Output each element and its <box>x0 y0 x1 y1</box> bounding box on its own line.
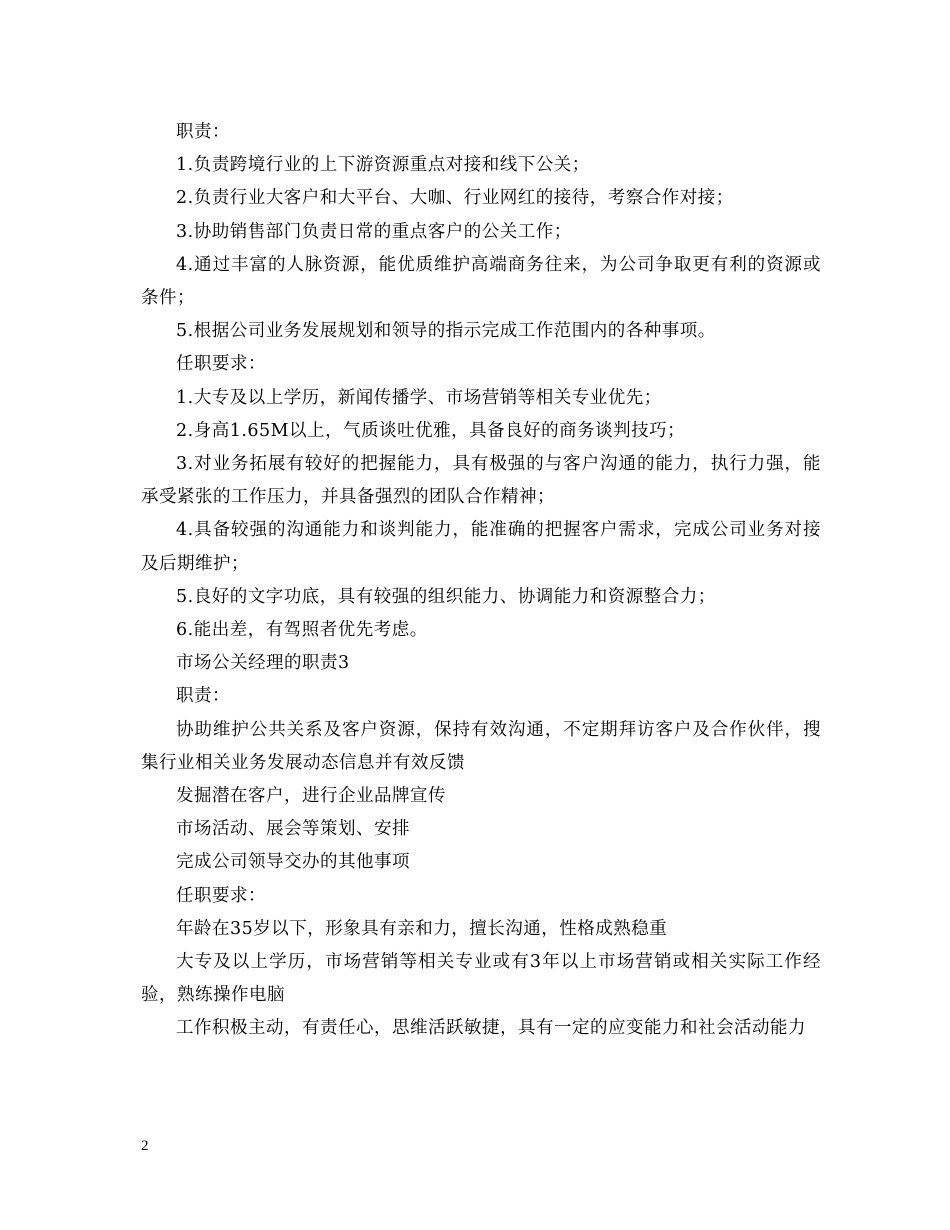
paragraph: 发掘潜在客户，进行企业品牌宣传 <box>176 786 446 807</box>
paragraph: 大专及以上学历，市场营销等相关专业或有3年以上市场营销或相关实际工作经验，熟练操作电脑 <box>141 952 821 1006</box>
paragraph: 工作积极主动，有责任心，思维活跃敏捷，具有一定的应变能力和社会活动能力 <box>176 1018 806 1039</box>
paragraph: 5.良好的文字功底，具有较强的组织能力、协调能力和资源整合力； <box>176 586 716 607</box>
paragraph: 年龄在35岁以下，形象具有亲和力，擅长沟通，性格成熟稳重 <box>176 918 668 939</box>
section-heading: 任职要求： <box>176 885 266 906</box>
paragraph: 协助维护公共关系及客户资源，保持有效沟通，不定期拜访客户及合作伙伴，搜集行业相关业务发展动态信息并有效反馈 <box>141 719 821 773</box>
section-title: 市场公关经理的职责3 <box>176 653 350 674</box>
paragraph: 1.大专及以上学历，新闻传播学、市场营销等相关专业优先； <box>176 387 662 408</box>
paragraph: 3.协助销售部门负责日常的重点客户的公关工作； <box>176 221 572 242</box>
section-heading: 职责： <box>176 686 230 707</box>
paragraph: 3.对业务拓展有较好的把握能力，具有极强的与客户沟通的能力，执行力强，能承受紧张的工作压力，并具备强烈的团队合作精神； <box>141 454 821 508</box>
paragraph: 4.通过丰富的人脉资源，能优质维护高端商务往来，为公司争取更有利的资源或条件； <box>141 254 821 309</box>
paragraph: 市场活动、展会等策划、安排 <box>176 819 410 840</box>
paragraph: 6.能出差，有驾照者优先考虑。 <box>176 620 428 641</box>
paragraph: 5.根据公司业务发展规划和领导的指示完成工作范围内的各种事项。 <box>176 321 716 342</box>
paragraph: 1.负责跨境行业的上下游资源重点对接和线下公关； <box>176 155 590 176</box>
paragraph: 完成公司领导交办的其他事项 <box>176 852 410 873</box>
paragraph: 2.身高1.65M以上，气质谈吐优雅，具备良好的商务谈判技巧； <box>176 420 686 441</box>
paragraph: 2.负责行业大客户和大平台、大咖、行业网红的接待，考察合作对接； <box>176 188 734 209</box>
page-number: 2 <box>141 1138 149 1154</box>
document-body <box>141 116 821 1046</box>
paragraph: 职责： <box>176 122 230 142</box>
paragraph: 4.具备较强的沟通能力和谈判能力，能准确的把握客户需求，完成公司业务对接及后期维护； <box>141 520 821 574</box>
section-heading: 任职要求： <box>176 354 266 375</box>
